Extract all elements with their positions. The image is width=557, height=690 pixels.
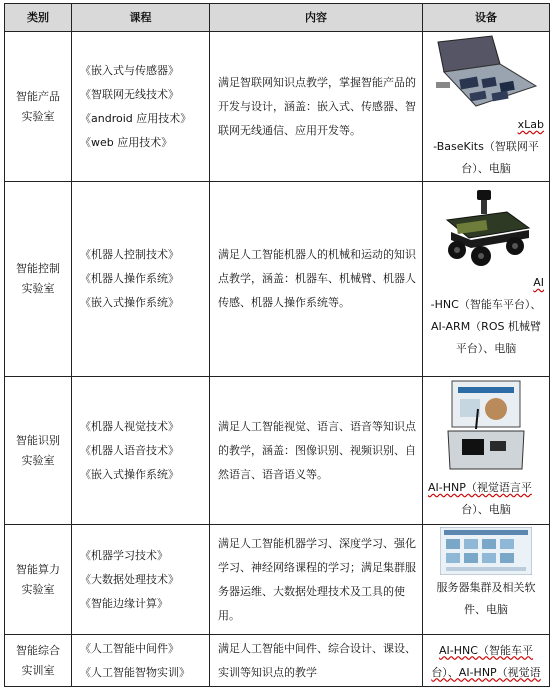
equipment-text-line: 件、电脑 bbox=[464, 603, 508, 616]
course-item: 《机器人操作系统》 bbox=[80, 272, 179, 285]
course-cell bbox=[72, 32, 210, 182]
table-row bbox=[5, 182, 550, 377]
course-cell bbox=[72, 635, 210, 687]
content-cell: 满足人工智能中间件、综合设计、课设、实训等知识点的教学 bbox=[210, 635, 423, 687]
course-item: 《嵌入式操作系统》 bbox=[80, 467, 179, 481]
category-label: 实验室 bbox=[21, 582, 55, 596]
course-item: 《人工智能中间件》 bbox=[80, 641, 179, 655]
table-row bbox=[5, 525, 550, 635]
server-ui-image bbox=[440, 527, 532, 575]
course-item: 《机器人控制技术》 bbox=[80, 248, 179, 261]
equipment-text-line: -BaseKits（智联网平 bbox=[433, 140, 539, 153]
content-cell: 满足人工智能机器人的机械和运动的知识点教学，涵盖：机器车、机械臂、机器人传感、机器人操作系统等。 bbox=[210, 182, 423, 377]
course-cell bbox=[72, 377, 210, 525]
content-cell: 满足人工智能机器学习、深度学习、强化学习、神经网络课程的学习；满足集群服务器运维、大数据处理技术及工具的使用。 bbox=[210, 525, 423, 635]
equipment-text-line: 台）、电脑 bbox=[461, 503, 511, 516]
course-item: 《嵌入式操作系统》 bbox=[80, 296, 179, 309]
category-label: 实验室 bbox=[21, 453, 55, 467]
course-item: 《android 应用技术》 bbox=[80, 111, 192, 125]
equipment-text-line: AI-HNP（视觉语言平 bbox=[428, 481, 532, 494]
content-cell: 满足人工智能视觉、语言、语音等知识点的教学，涵盖：图像识别、视频识别、自然语言、语音语义等。 bbox=[210, 377, 423, 525]
header-equipment: 设备 bbox=[423, 4, 550, 32]
category-label: 实训室 bbox=[21, 663, 55, 677]
content-cell: 满足智联网知识点教学，掌握智能产品的开发与设计，涵盖：嵌入式、传感器、智联网无线通信、应用开发等。 bbox=[210, 32, 423, 182]
header-content: 内容 bbox=[210, 4, 423, 32]
equipment-text-line: 台）、AI-HNP（视觉语 bbox=[431, 665, 541, 679]
robot-car-image bbox=[437, 184, 535, 270]
course-cell bbox=[72, 182, 210, 377]
equipment-cell bbox=[423, 635, 550, 687]
course-item: 《智能边缘计算》 bbox=[80, 596, 168, 610]
course-item: 《嵌入式与传感器》 bbox=[80, 63, 179, 77]
category-label: 智能算力 bbox=[16, 562, 60, 576]
category-label: 实验室 bbox=[21, 282, 55, 295]
category-label: 智能识别 bbox=[16, 433, 60, 447]
category-label: 智能控制 bbox=[16, 262, 60, 275]
course-cell bbox=[72, 525, 210, 635]
equipment-text-line: AI-ARM（ROS 机械臂 bbox=[431, 320, 541, 333]
category-label: 智能综合 bbox=[16, 643, 60, 657]
course-item: 《机器学习技术》 bbox=[80, 548, 168, 562]
equipment-text-line: 平台）、电脑 bbox=[455, 342, 517, 355]
table-row bbox=[5, 32, 550, 182]
equipment-text-line: AI bbox=[533, 276, 544, 289]
header-course: 课程 bbox=[72, 4, 210, 32]
category-cell bbox=[5, 525, 72, 635]
equipment-text-line: AI-HNC（智能车平 bbox=[439, 643, 533, 657]
equipment-text-line: 台）、电脑 bbox=[461, 162, 511, 175]
table-row bbox=[5, 377, 550, 525]
equipment-text-line: 服务器集群及相关软 bbox=[436, 581, 536, 594]
header-category: 类别 bbox=[5, 4, 72, 32]
equipment-text-line: -HNC（智能车平台）、 bbox=[430, 298, 542, 311]
category-label: 实验室 bbox=[21, 109, 55, 123]
vision-kit-image bbox=[446, 379, 526, 475]
equipment-cell bbox=[423, 377, 550, 525]
equipment-cell bbox=[423, 182, 550, 377]
header-row bbox=[5, 4, 550, 32]
equipment-text-line: xLab bbox=[517, 118, 544, 131]
category-cell bbox=[5, 32, 72, 182]
course-item: 《web 应用技术》 bbox=[80, 135, 173, 149]
lab-table bbox=[4, 3, 550, 687]
course-item: 《大数据处理技术》 bbox=[80, 572, 179, 586]
equipment-cell bbox=[423, 32, 550, 182]
course-item: 《机器人语音技术》 bbox=[80, 443, 179, 457]
equipment-cell bbox=[423, 525, 550, 635]
equipment-case-image bbox=[430, 34, 542, 112]
course-item: 《人工智能智物实训》 bbox=[80, 665, 190, 679]
course-item: 《机器人视觉技术》 bbox=[80, 419, 179, 433]
category-cell bbox=[5, 377, 72, 525]
category-cell bbox=[5, 635, 72, 687]
course-item: 《智联网无线技术》 bbox=[80, 87, 179, 101]
category-cell bbox=[5, 182, 72, 377]
table-row bbox=[5, 635, 550, 687]
category-label: 智能产品 bbox=[16, 89, 60, 103]
